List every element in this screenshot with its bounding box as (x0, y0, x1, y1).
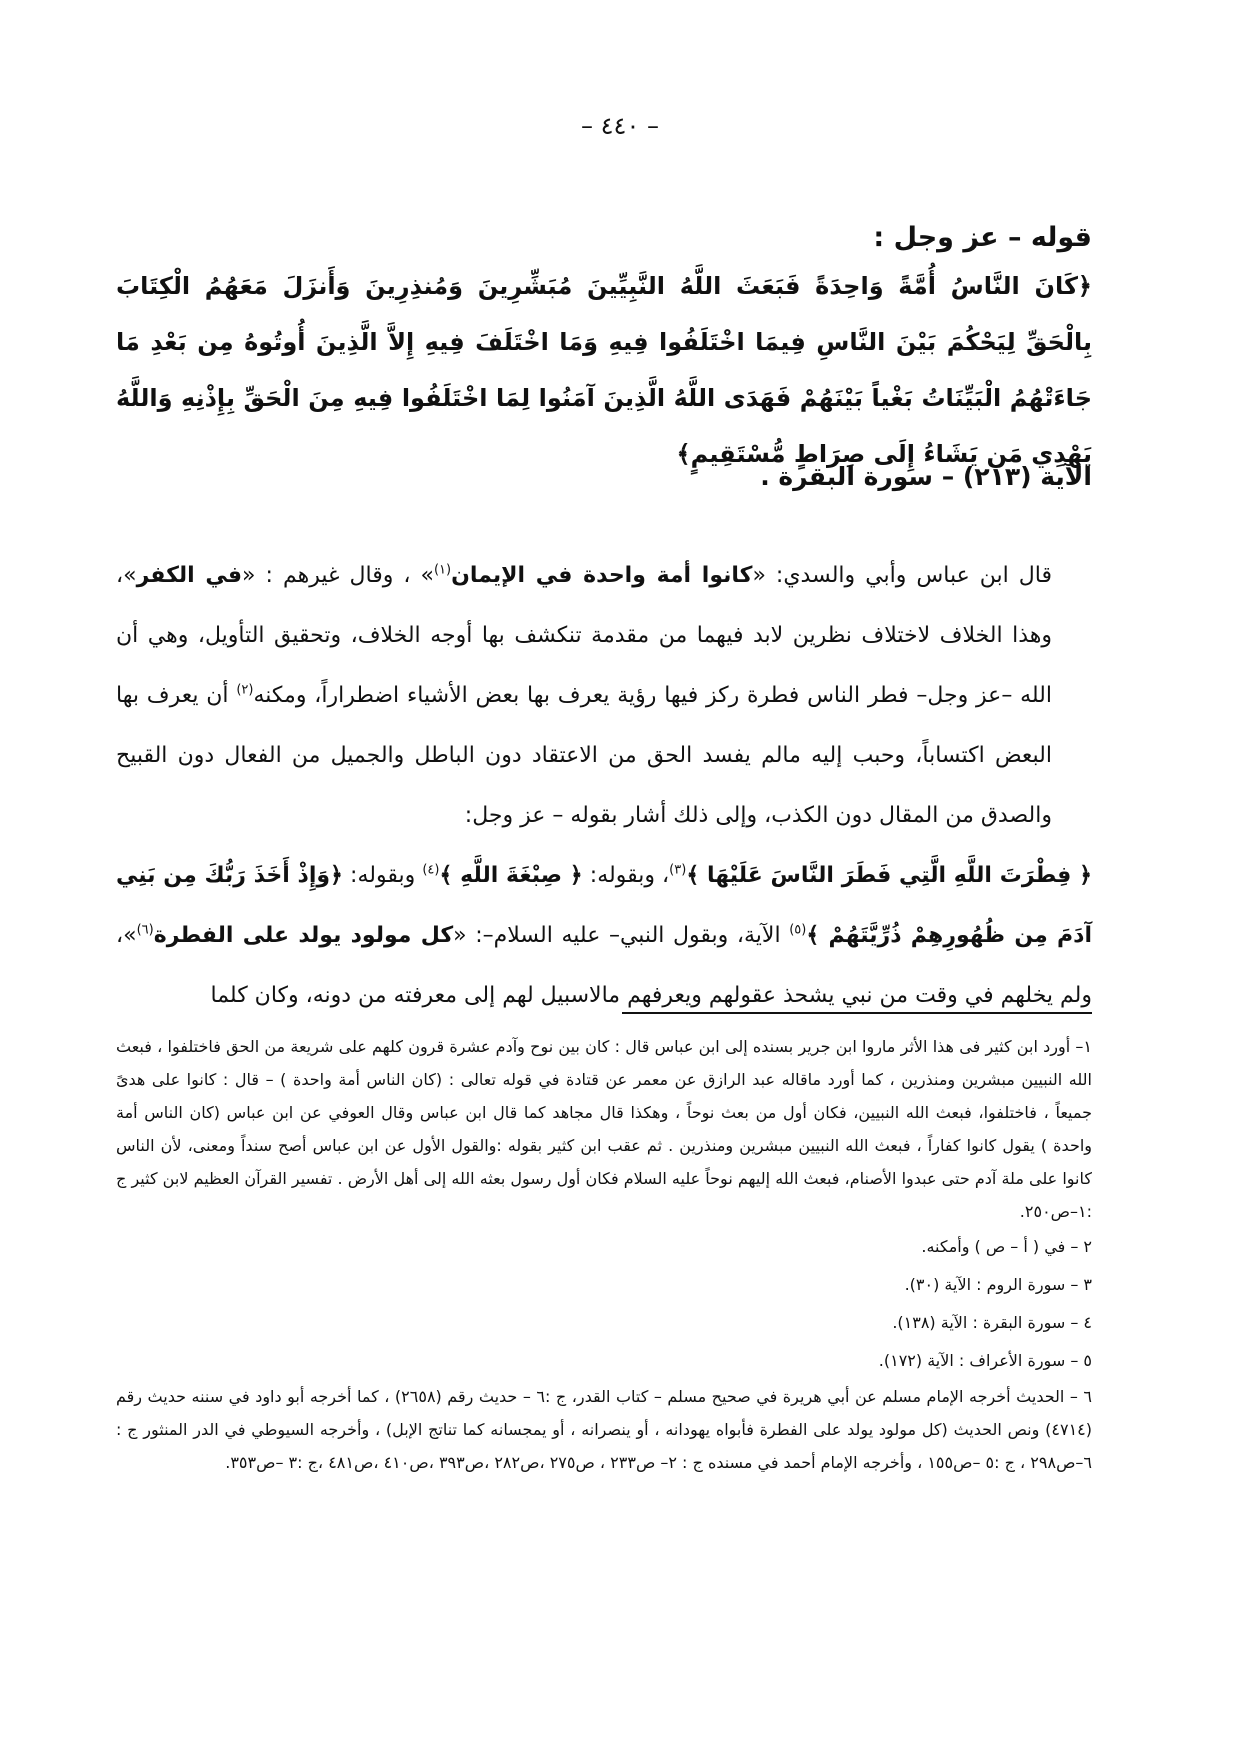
footnote-ref-1[interactable]: (١) (433, 562, 452, 578)
body-text (116, 546, 1092, 1026)
hadith-fitrah: كل مولود يولد على الفطرة (153, 923, 454, 948)
footnote-ref-4[interactable]: (٤) (422, 862, 440, 878)
footnote-4: ٤ – سورة البقرة : الآية (١٣٨). (892, 1313, 1092, 1332)
footnote-ref-6[interactable]: (٦) (136, 922, 154, 938)
ayah-reference: الآية (٢١٣) – سورة البقرة . (760, 462, 1092, 491)
footnote-5: ٥ – سورة الأعراف : الآية (١٧٢). (878, 1351, 1092, 1370)
footnote-2: ٢ – في ( أ – ص ) وأمكنه. (921, 1237, 1092, 1256)
footnotes (116, 1030, 1092, 1479)
page-number: – ٤٤٠ – (581, 112, 659, 140)
footnote-ref-3[interactable]: (٣) (669, 862, 687, 878)
quote-kufr: في الكفر (136, 563, 243, 588)
paragraph-1: قال ابن عباس وأبي والسدي: «كانوا أمة واحدة في الإيمان$^{(١)}$» ، وقال غيرهم : «في الكفر»، وهذا الخلاف لاختلاف نظرين لابد فيهما من مقدمة تنكشف بها أوجه الخلاف، وتحقيق التأويل، وهي أن الله –عز وجل– فطر الناس فطرة ركز فيها رؤية يعرف بها بعض الأشياء اضطراراً، ومكنه$^{(٢)}$ أن يعرف بها البعض اكتساباً، وحبب إليه مالم يفسد الحق من الاعتقاد دون الباطل والجميل من الفعال دون القبيح والصدق من المقال دون الكذب، وإلى ذلك أشار بقوله – عز وجل: (116, 562, 1053, 828)
quote-iman: كانوا أمة واحدة في الإيمان (451, 563, 753, 588)
footnote-3: ٣ – سورة الروم : الآية (٣٠). (904, 1275, 1092, 1294)
verse-bani-adam: ﴿وَإِذْ أَخَذَ رَبُّكَ مِن بَنِي آدَمَ مِن ظُهُورِهِمْ ذُرِّيَّتَهُمْ ﴾ (116, 863, 1092, 948)
footnote-1: ١– أورد ابن كثير فى هذا الأثر ماروا ابن جرير بسنده إلى ابن عباس قال : كان بين نوح وآدم عشرة قرون كلهم على شريعة من الحق فاختلفوا ، فبعث الله النبيين مبشرين ومنذرين ، كما أورد ماقاله عبد الرازق عن معمر عن قتادة في قوله تعالى : (كان الناس أمة واحدة ) – قال : كانوا على هدىً جميعاً ، فاختلفوا، فبعث الله النبيين، فكان أول من بعث نوحاً ، وهكذا قال مجاهد كما قال ابن عباس وقال العوفي عن ابن عباس (كان الناس أمة واحدة ) يقول كانوا كفاراً ، فبعث الله النبيين مبشرين ومنذرين . ثم عقب ابن كثير بقوله :والقول الأول عن ابن عباس أصح سنداً ومعنى، لأن الناس كانوا على ملة آدم حتى عبدوا الأصنام، فبعث الله إليهم نوحاً عليه السلام فكان أول رسول بعثه الله إلى أهل الأرض . تفسير القرآن العظيم لابن كثير ج :١–ص٢٥٠. (116, 1037, 1092, 1221)
footnote-ref-5[interactable]: (٥) (789, 922, 807, 938)
quran-verse: ﴿كَانَ النَّاسُ أُمَّةً وَاحِدَةً فَبَعَثَ اللَّهُ النَّبِيِّينَ مُبَشِّرِينَ وَمُنذِرِينَ وَأَنزَلَ مَعَهُمُ الْكِتَابَ بِالْحَقِّ لِيَحْكُمَ بَيْنَ النَّاسِ فِيمَا اخْتَلَفُوا فِيهِ وَمَا اخْتَلَفَ فِيهِ إِلاَّ الَّذِينَ أُوتُوهُ مِن بَعْدِ مَا جَاءَتْهُمُ الْبَيِّنَاتُ بَغْياً بَيْنَهُمْ فَهَدَى اللَّهُ الَّذِينَ آمَنُوا لِمَا اخْتَلَفُوا فِيهِ مِنَ الْحَقِّ بِإِذْنِهِ وَاللَّهُ يَهْدِي مَن يَشَاءُ إِلَى صِرَاطٍ مُّسْتَقِيمٍ﴾ (116, 272, 1092, 468)
footnote-ref-2[interactable]: (٢) (236, 682, 254, 698)
footnote-6: ٦ – الحديث أخرجه الإمام مسلم عن أبي هريرة في صحيح مسلم – كتاب القدر، ج :٦ – حديث رقم (٢٦٥٨) ، كما أخرجه أبو داود في سننه حديث رقم (٤٧١٤) ونص الحديث (كل مولود يولد على الفطرة فأبواه يهودانه ، أو ينصرانه ، أو يمجسانه كما تناتج الإبل) ، وأخرجه السيوطي في الدر المنثور ج : ٦–ص٢٩٨ ، ج :٥ –ص١٥٥ ، وأخرجه الإمام أحمد في مسنده ج : ٢– ص٢٣٣ ، ص٢٧٥ ،ص٢٨٢ ،ص٣٩٣ ،ص٤١٠ ،ص٤٨١ ،ج :٣ –ص٣٥٣. (116, 1387, 1092, 1472)
verse-fitrah: ﴿ فِطْرَتَ اللَّهِ الَّتِي فَطَرَ النَّاسَ عَلَيْهَا ﴾ (686, 863, 1093, 888)
verse-sibghah: ﴿ صِبْغَةَ اللَّهِ ﴾ (439, 863, 583, 888)
section-heading: قوله – عز وجل : (873, 222, 1092, 253)
footnote-separator (622, 1012, 1092, 1014)
paragraph-2: ﴿ فِطْرَتَ اللَّهِ الَّتِي فَطَرَ النَّاسَ عَلَيْهَا ﴾$^{(٣)}$، وبقوله: ﴿ صِبْغَةَ اللَّهِ ﴾$^{(٤)}$ وبقوله: ﴿وَإِذْ أَخَذَ رَبُّكَ مِن بَنِي آدَمَ مِن ظُهُورِهِمْ ذُرِّيَّتَهُمْ ﴾$^{(٥)}$ الآية، وبقول النبي– عليه السلام–: «كل مولود يولد على الفطرة$^{(٦)}$»، ولم يخلهم في وقت من نبي يشحذ عقولهم ويعرفهم مالاسبيل لهم إلى معرفته من دونه، وكان كلما (116, 862, 1093, 1008)
